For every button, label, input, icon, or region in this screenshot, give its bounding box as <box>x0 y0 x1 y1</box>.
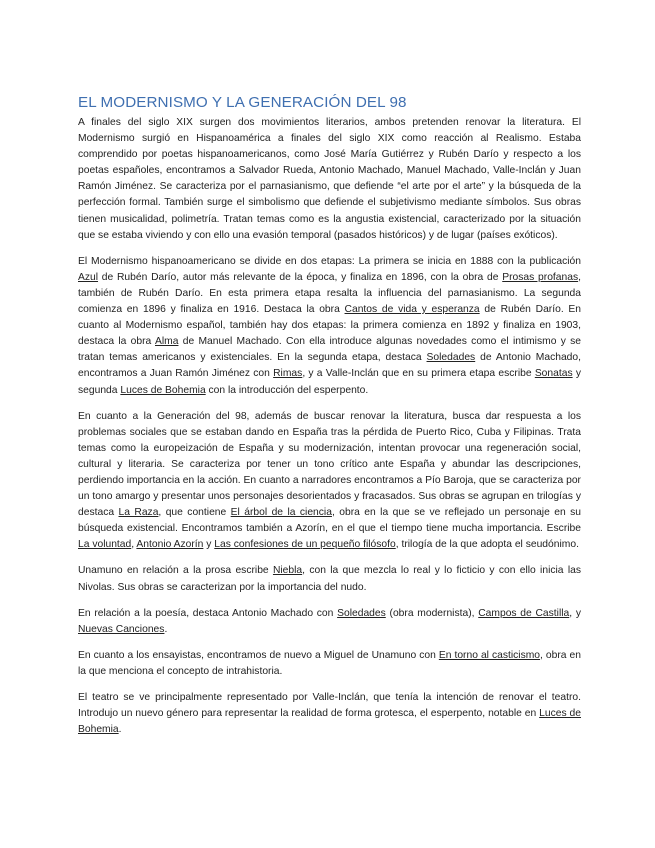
work-title: Luces de Bohemia <box>78 708 582 736</box>
work-title: Prosas profanas <box>502 271 579 283</box>
text-run: En cuanto a los ensayistas, encontramos de nuevo a Miguel de Unamuno con <box>78 649 439 661</box>
work-title: Antonio Azorín <box>136 539 204 551</box>
work-title: La voluntad <box>78 539 132 551</box>
text-run: . <box>118 724 122 736</box>
work-title: Nuevas Canciones <box>78 623 165 635</box>
text-run: (obra modernista), <box>385 607 479 619</box>
paragraph <box>78 254 581 399</box>
work-title: Campos de Castilla <box>478 607 570 619</box>
text-run: , también de Rubén Darío. En esta primera etapa resalta la influencia del parnasianismo. La segunda comienza en 1896 y finaliza en 1916. Destaca la obra <box>78 271 581 316</box>
text-run: En relación a la poesía, destaca Antonio Machado con <box>78 607 338 619</box>
text-run: de Antonio Machado, encontramos a Juan Ramón Jiménez con <box>78 352 581 380</box>
work-title: Sonatas <box>534 368 573 380</box>
text-run: y <box>203 539 215 551</box>
work-title: Soledades <box>337 607 386 619</box>
work-title: Rimas <box>273 368 303 380</box>
document-page <box>78 94 581 748</box>
text-run: , obra en la que menciona el concepto de intrahistoria. <box>78 649 581 677</box>
text-run: En cuanto a la Generación del 98, además de buscar renovar la literatura, busca dar respuesta a los problemas sociales que se estaban dando en España tras la pérdida de Puerto Rico, Cuba y Filipinas. Trata temas como la europeización de España y su modernización, intentan provocar una regeneración social, cultural y literaria. Se caracteriza por tener un tono crítico ante España y abundar las descripciones, perdiendo importancia en la acción. En cuanto a narradores encontramos a Pío Baroja, que se caracteriza por un tono amargo y presentar unos personajes desorientados y fracasados. Sus obras se agrupan en trilogías y destaca <box>78 410 581 519</box>
text-run: El teatro se ve principalmente representado por Valle-Inclán, que tenía la intención de renovar el teatro. Introdujo un nuevo género para representar la realidad de forma grotesca, el esperpento, notable en <box>78 692 581 720</box>
work-title: Luces de Bohemia <box>120 384 206 396</box>
work-title: Alma <box>154 336 179 348</box>
paragraph <box>78 648 581 680</box>
paragraph <box>78 690 581 738</box>
text-run: de Rubén Darío. En cuanto al Modernismo español, también hay dos etapas: la primera comienza en 1892 y finaliza en 1903, destaca la obra <box>78 304 581 348</box>
text-run: A finales del siglo XIX surgen dos movimientos literarios, ambos pretenden renovar la literatura. El Modernismo surgió en Hispanoamérica a finales del siglo XIX como reacción al Realismo. Estaba comprendido por poetas hispanoamericanos, como José María Gutiérrez y Rubén Darío y respecto a los poetas españoles, encontramos a Salvador Rueda, Antonio Machado, Manuel Machado, Valle-Inclán y Juan Ramón Jiménez. Se caracteriza por el parnasianismo, que defiende “el arte por el arte” y la búsqueda de la perfección formal. También surge el simbolismo que defiende el subjetivismo mediante símbolos. Sus obras tienen musicalidad, polimetría. Tratan temas como es la angustia existencial, caracterizado por la situación que se estaba viviendo y con ello una evasión temporal (pasados históricos) y de lugar (países exóticos). <box>78 117 581 241</box>
work-title: Las confesiones de un pequeño filósofo <box>214 539 396 551</box>
text-run: , y <box>569 607 581 619</box>
work-title: El árbol de la ciencia <box>230 507 332 519</box>
text-run: , trilogía de la que adopta el seudónimo. <box>395 539 579 551</box>
paragraph <box>78 115 581 244</box>
text-run: , que contiene <box>158 507 231 519</box>
text-run: , con la que mezcla lo real y lo ficticio y con ello inicia las Nivolas. Sus obras se caracterizan por la importancia del nudo. <box>78 565 581 593</box>
paragraph <box>78 409 581 554</box>
text-run: , obra en la que se ve reflejado un personaje en su búsqueda existencial. Encontramos también a Azorín, en el que el tiempo tiene mucha importancia. Escribe <box>78 507 581 535</box>
work-title: Azul <box>78 271 99 283</box>
text-run: Unamuno en relación a la prosa escribe <box>78 565 273 577</box>
text-run: . <box>164 623 168 635</box>
work-title: En torno al casticismo <box>438 649 541 661</box>
paragraph <box>78 563 581 595</box>
text-run: , <box>131 539 137 551</box>
text-run: de Manuel Machado. Con ella introduce algunas novedades como el intimismo y se tratan temas americanos y existenciales. En la segunda etapa, destaca <box>78 336 582 364</box>
work-title: La Raza <box>118 507 159 519</box>
text-run: , y a Valle-Inclán que en su primera etapa escribe <box>302 368 535 380</box>
text-run: El Modernismo hispanoamericano se divide en dos etapas: La primera se inicia en 1888 con la publicación <box>78 255 581 267</box>
work-title: Niebla <box>272 565 303 577</box>
text-run: de Rubén Darío, autor más relevante de la época, y finaliza en 1896, con la obra de <box>98 271 503 283</box>
document-title: EL MODERNISMO Y LA GENERACIÓN DEL 98 <box>78 94 407 111</box>
paragraph <box>78 606 581 638</box>
work-title: Cantos de vida y esperanza <box>344 304 480 316</box>
text-run: con la introducción del esperpento. <box>205 384 369 396</box>
work-title: Soledades <box>426 352 476 364</box>
document-body <box>78 115 581 738</box>
text-run: y segunda <box>78 368 581 396</box>
